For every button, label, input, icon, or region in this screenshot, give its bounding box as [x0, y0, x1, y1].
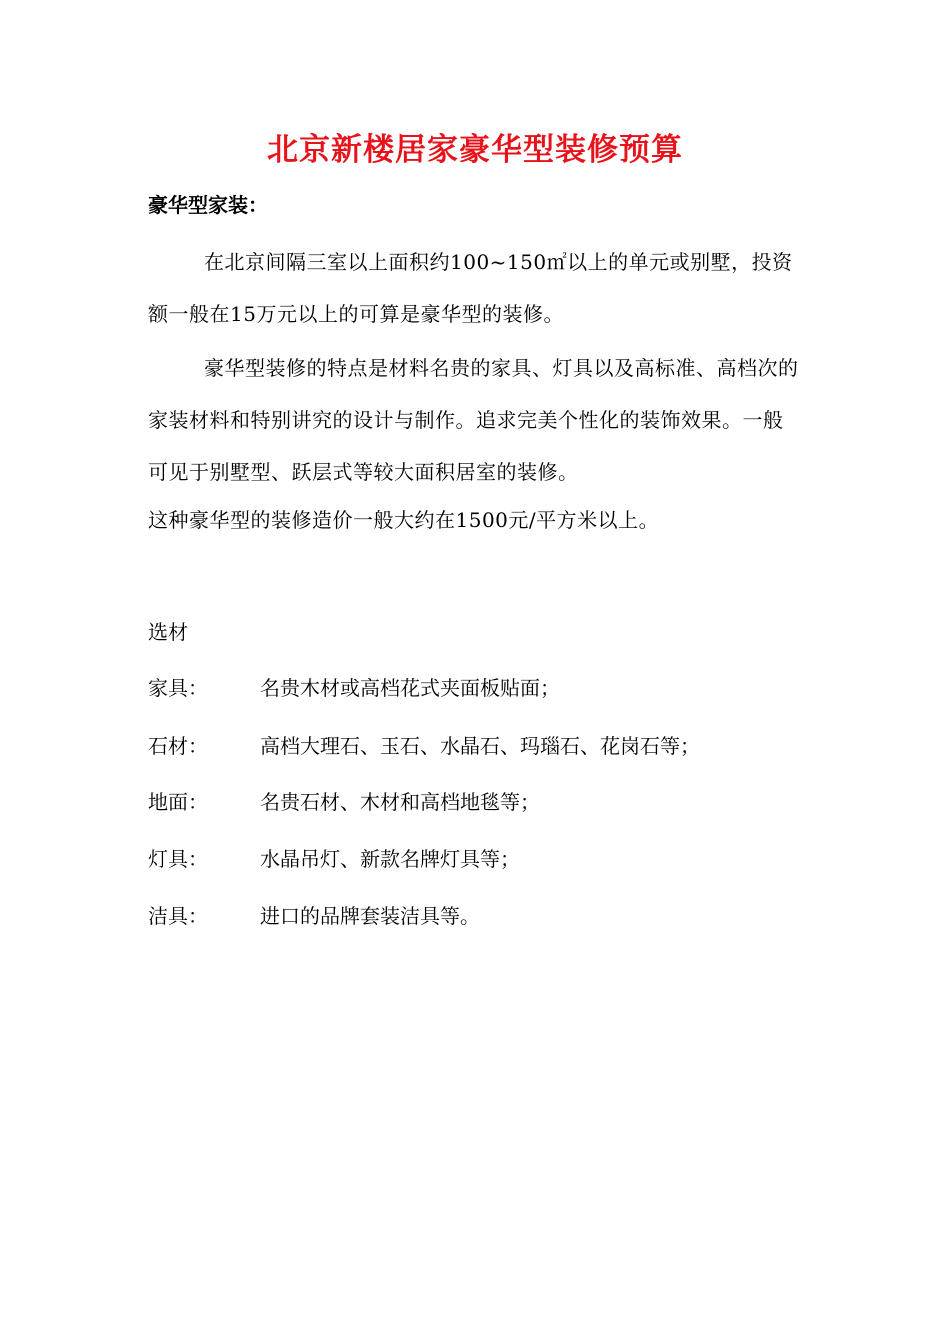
list-item	[148, 898, 808, 934]
paragraph-price: 这种豪华型的装修造价一般大约在1500元/平方米以上。	[148, 508, 660, 532]
material-value: 名贵木材或高档花式夹面板贴面；	[260, 676, 560, 700]
material-label: 洁具：	[148, 904, 208, 928]
material-value: 水晶吊灯、新款名牌灯具等；	[260, 847, 520, 871]
page-title: 北京新楼居家豪华型装修预算	[267, 132, 683, 168]
material-label: 家具：	[148, 676, 208, 700]
material-value: 名贵石材、木材和高档地毯等；	[260, 790, 540, 814]
list-item	[148, 728, 808, 764]
list-item	[148, 841, 808, 877]
materials-heading: 选材	[148, 620, 188, 644]
material-label: 地面：	[148, 790, 208, 814]
material-value: 进口的品牌套装洁具等。	[260, 904, 480, 928]
section-heading: 豪华型家装：	[148, 193, 268, 217]
material-label: 灯具：	[148, 847, 208, 871]
material-label: 石材：	[148, 734, 208, 758]
list-item	[148, 670, 808, 706]
material-value: 高档大理石、玉石、水晶石、玛瑙石、花岗石等；	[260, 734, 700, 758]
list-item	[148, 784, 808, 820]
paragraph-features: 豪华型装修的特点是材料名贵的家具、灯具以及高标准、高档次的家装材料和特别讲究的设计与制作。追求完美个性化的装饰效果。一般可见于别墅型、跃层式等较大面积居室的装修。	[148, 356, 799, 484]
paragraph-intro: 在北京间隔三室以上面积约100~150㎡以上的单元或别墅，投资额一般在15万元以上的可算是豪华型的装修。	[148, 250, 793, 326]
